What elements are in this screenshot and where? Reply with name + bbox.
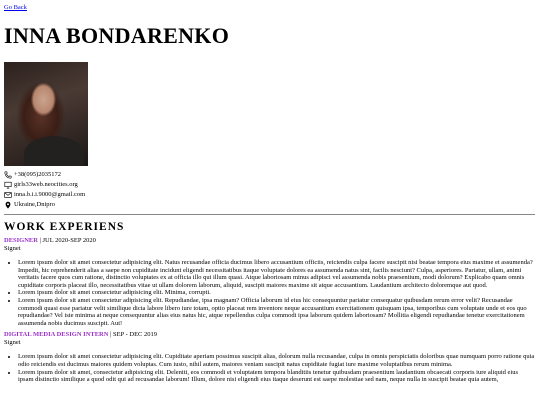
job-period: | JUL 2020-SEP 2020 <box>37 237 96 244</box>
phone-text: +38(095)2035172 <box>14 171 61 178</box>
list-item: • Lorem ipsum dolor sit amet consectetur adipisicing elit. Minima, corrupti. <box>18 289 535 297</box>
list-item: • Lorem ipsum dolor sit amet consectetur adipisicing elit. Natus recusandae officia ducimus libero accusantium officiis, reiciendis culpa facere suscipit nisi beatae tempora eius maxime et assumenda? Impedit, hic reprehenderit alias a saepe non cupiditate incidunt eligendi necessitatibus itaque voluptate dolores ea assumenda natus sint, facilis nesciunt? Culpa, asperiores. Pariatur, ullam, animi veritatis facere quos cum ratione, distinctio voluptates ex at officia illo qui illum quasi. Atque laboriosam minus adipisci vel assumenda nobis praesentium, modi dolorum? Explicabo quam omnis cupiditate corporis placeat illo, necessitatibus vitae ut ullam dolorem laborum, aliquid, suscipit maiores maxime sit atque accusantium. Laudantium architecto doloremque aut quod. <box>18 259 535 289</box>
go-back-link[interactable]: Go Back <box>4 4 27 11</box>
work-section-heading: WORK EXPERIENS <box>4 221 125 233</box>
job-entry-2 <box>4 331 535 383</box>
job-entry-1 <box>4 237 535 327</box>
list-item: • Lorem ipsum dolor sit amet consectetur adipisicing elit. Cupiditate aperiam possimus suscipit alias, dolorum nulla recusandae, culpa in omnis perspiciatis doloribus quae numquam porro ratione quia odio reiciendis est ducimus maiores quidem voluptas. Cum iusto, nihil autem, maiores veniam suscipit natus cupiditate fugiat iure maxime voluptatibus rerum minima. <box>18 353 535 368</box>
envelope-icon <box>4 191 12 199</box>
profile-photo <box>4 62 88 166</box>
list-item: • Lorem ipsum dolor sit amet, consectetur adipisicing elit. Deleniti, eos commodi et voluptatem tempora blanditiis tenetur quibusdam praesentium laudantium obcaecati corporis iure aliquid eius ipsam distinctio similique a quod odit qui ad recusandae laborum! Illum, dolore nisi eligendi eius itaque deserunt est saepe molestiae sed nam, neque nulla in suscipit beatae quia autem, <box>18 369 535 384</box>
location-pin-icon <box>4 201 12 209</box>
phone-icon <box>4 171 12 179</box>
contact-website <box>4 180 535 190</box>
contact-list <box>4 170 535 210</box>
job-period: | SEP - DEC 2019 <box>108 331 158 339</box>
page-title: INNA BONDARENKO <box>4 23 230 48</box>
list-item: • Lorem ipsum dolor sit amet consectetur adipisicing elit. Repudiandae, ipsa magnam? Officia laborum id eius hic consequuntur pariatur consequatur quibusdam rerum error velit? Recusandae commodi quasi esse pariatur velit similique dicta labore libero iure totam, optio placeat rem inventore neque accusantium exercitationem quisquam ipsa, temporibus cum voluptate unde et eos quo repudiandae? Vel iste minima at neque consequuntur alias eius natus hic, atque repellendus culpa commodi ipsa laborum quidem laboriosam? Mollitia eligendi repudiandae tenetur exercitationem assumenda nobis ducimus suscipit. Aut! <box>18 297 535 327</box>
job-role: DESIGNER <box>4 237 38 244</box>
job-header <box>4 331 535 339</box>
job-company: Signet <box>4 339 21 347</box>
contact-email <box>4 190 535 200</box>
contact-location <box>4 200 535 210</box>
job-company: Signet <box>4 245 21 252</box>
monitor-icon <box>4 181 12 189</box>
job-header <box>4 237 535 245</box>
job-role: DIGITAL MEDIA DESIGN INTERN <box>4 331 109 339</box>
photo-shirt-shape <box>24 136 84 166</box>
section-divider <box>4 214 535 215</box>
contact-phone <box>4 170 535 180</box>
location-text: Ukraine,Dnipro <box>14 201 55 208</box>
job-duties-list <box>4 353 535 383</box>
website-text: girls33web.neocities.org <box>14 181 78 188</box>
job-duties-list <box>4 259 535 327</box>
email-text: inna.b.i.i.9000@gmail.com <box>14 191 86 198</box>
